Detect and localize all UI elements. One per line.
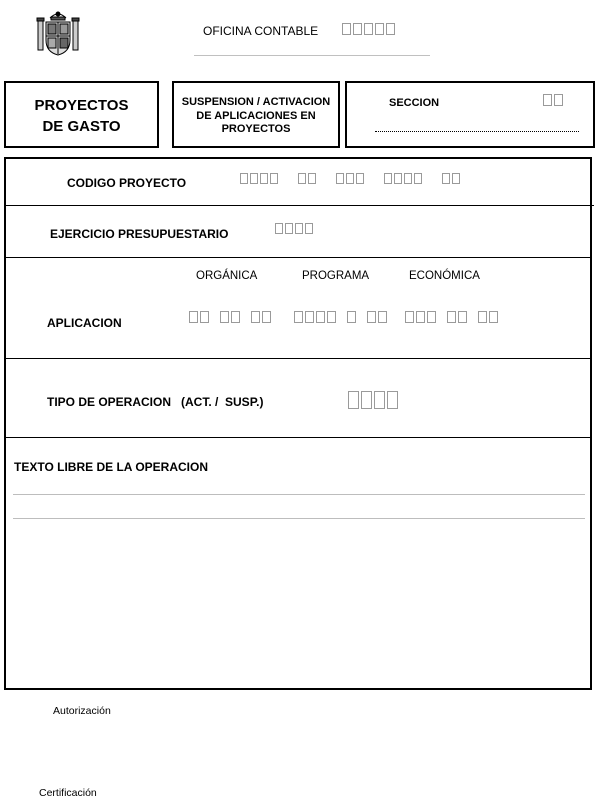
- code-cell: [189, 311, 198, 323]
- code-cell: [543, 94, 552, 106]
- code-cell: [316, 311, 325, 323]
- code-cell: [220, 311, 229, 323]
- code-cell: [447, 311, 456, 323]
- code-cell: [458, 311, 467, 323]
- section-box: [345, 81, 595, 148]
- economica-label: ECONÓMICA: [409, 270, 480, 282]
- code-cell: [262, 311, 271, 323]
- office-label: OFICINA CONTABLE: [203, 24, 319, 38]
- coat-of-arms-logo: [34, 8, 82, 58]
- code-cell: [416, 311, 425, 323]
- code-cell: [250, 173, 258, 184]
- code-cell: [200, 311, 209, 323]
- code-cell: [478, 311, 487, 323]
- organica-label: ORGÁNICA: [196, 270, 258, 282]
- title-line-1: PROYECTOS: [34, 97, 129, 114]
- code-cell: [231, 311, 240, 323]
- subtitle-line-2: DE APLICACIONES EN: [196, 110, 316, 122]
- office-underline: [194, 55, 430, 56]
- code-cell: [295, 223, 303, 234]
- section-code-cells[interactable]: [543, 94, 565, 106]
- autorizacion-label: Autorización: [53, 705, 111, 717]
- code-cell: [405, 311, 414, 323]
- title-box: [4, 81, 159, 148]
- code-cell: [367, 311, 376, 323]
- code-cell: [378, 311, 387, 323]
- row-divider: [6, 205, 594, 206]
- office-code-cells[interactable]: [342, 23, 397, 35]
- code-cell: [260, 173, 268, 184]
- programa-label: PROGRAMA: [302, 270, 370, 282]
- code-cell: [298, 173, 306, 184]
- code-cell: [294, 311, 303, 323]
- certificacion-label: Certificación: [39, 787, 97, 799]
- code-cell: [356, 173, 364, 184]
- tipo-operacion-label: TIPO DE OPERACION (ACT. / SUSP.): [47, 395, 264, 409]
- aplicacion-label: APLICACION: [47, 316, 122, 330]
- code-cell: [342, 23, 351, 35]
- code-cell: [375, 23, 384, 35]
- codigo-proyecto-label: CODIGO PROYECTO: [67, 176, 187, 190]
- row-divider: [6, 257, 590, 258]
- code-cell: [251, 311, 260, 323]
- code-cell: [386, 23, 395, 35]
- texto-libre-area[interactable]: [10, 480, 588, 685]
- code-cell: [346, 173, 354, 184]
- code-cell: [347, 311, 356, 323]
- code-cell: [374, 391, 385, 409]
- code-cell: [240, 173, 248, 184]
- code-cell: [308, 173, 316, 184]
- subtitle-line-1: SUSPENSION / ACTIVACION: [181, 96, 331, 108]
- programa-cells[interactable]: [294, 311, 389, 323]
- code-cell: [554, 94, 563, 106]
- code-cell: [414, 173, 422, 184]
- code-cell: [387, 391, 398, 409]
- section-label: SECCION: [389, 97, 440, 109]
- code-cell: [285, 223, 293, 234]
- section-dotted-line: [375, 131, 579, 132]
- organica-cells[interactable]: [189, 311, 273, 323]
- code-cell: [305, 311, 314, 323]
- code-cell: [384, 173, 392, 184]
- code-cell: [353, 23, 362, 35]
- texto-libre-label: TEXTO LIBRE DE LA OPERACION: [14, 460, 209, 474]
- code-cell: [327, 311, 336, 323]
- ejercicio-label: EJERCICIO PRESUPUESTARIO: [50, 227, 229, 241]
- code-cell: [442, 173, 450, 184]
- code-cell: [489, 311, 498, 323]
- code-cell: [348, 391, 359, 409]
- code-cell: [361, 391, 372, 409]
- code-cell: [275, 223, 283, 234]
- code-cell: [452, 173, 460, 184]
- code-cell: [404, 173, 412, 184]
- code-cell: [364, 23, 373, 35]
- row-divider: [6, 437, 590, 438]
- title-line-2: DE GASTO: [42, 118, 121, 135]
- code-cell: [270, 173, 278, 184]
- ejercicio-cells[interactable]: [275, 223, 315, 234]
- code-cell: [427, 311, 436, 323]
- codigo-proyecto-cells[interactable]: [240, 173, 462, 184]
- row-divider: [6, 358, 590, 359]
- tipo-operacion-cells[interactable]: [348, 391, 400, 409]
- economica-cells[interactable]: [405, 311, 500, 323]
- code-cell: [305, 223, 313, 234]
- code-cell: [394, 173, 402, 184]
- subtitle-line-3: PROYECTOS: [221, 123, 291, 135]
- code-cell: [336, 173, 344, 184]
- subtitle-box: [172, 81, 340, 148]
